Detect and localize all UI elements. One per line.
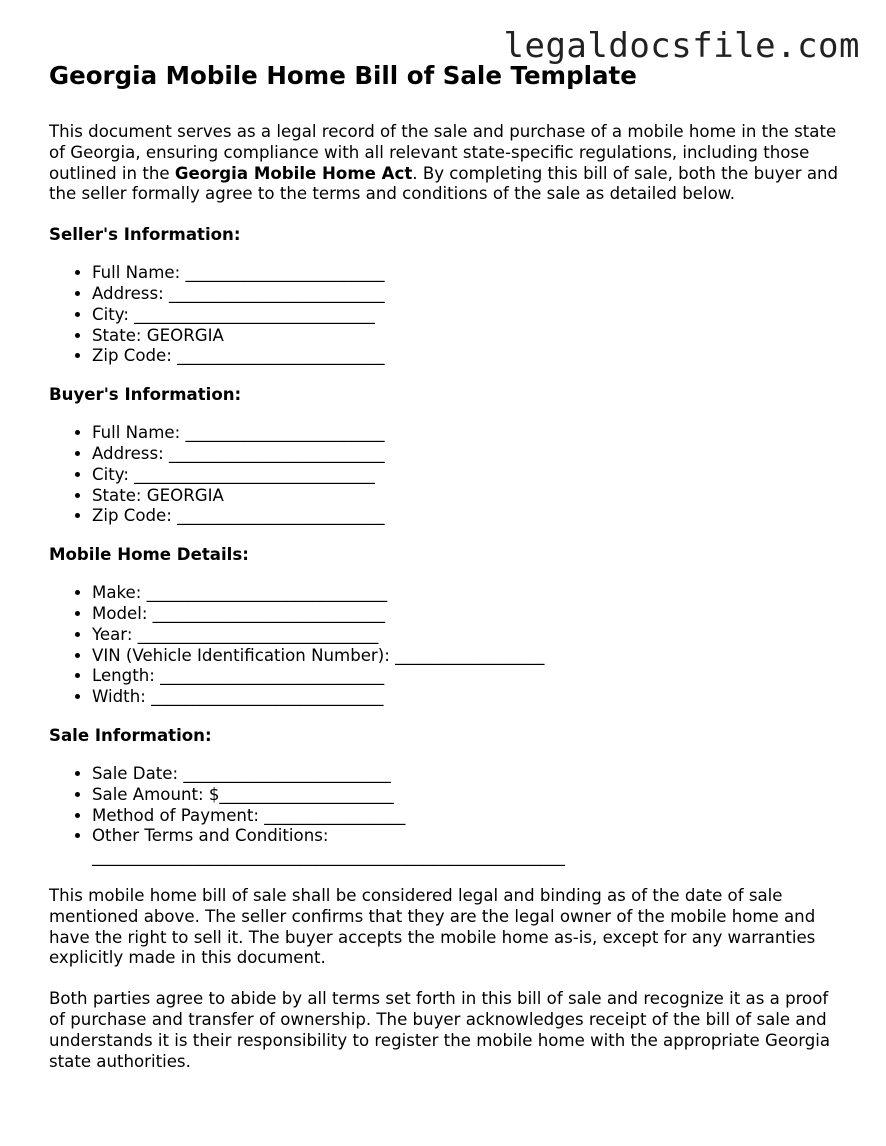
seller-zip-field: • Zip Code: _________________________ [92, 346, 849, 367]
home-make-field: • Make: _____________________________ [92, 583, 849, 604]
document-body [49, 60, 849, 1092]
buyer-heading: Buyer's Information: [49, 385, 242, 405]
seller-full-name-field: • Full Name: ________________________ [92, 263, 849, 284]
home-details-heading: Mobile Home Details: [49, 545, 249, 565]
page-title: Georgia Mobile Home Bill of Sale Template [49, 61, 637, 90]
sale-info-list [49, 764, 849, 868]
home-year-field: • Year: _____________________________ [92, 625, 849, 646]
seller-heading: Seller's Information: [49, 225, 241, 245]
buyer-list [49, 423, 849, 527]
home-length-field: • Length: ___________________________ [92, 666, 849, 687]
sale-date-field: • Sale Date: _________________________ [92, 764, 849, 785]
payment-method-field: • Method of Payment: _________________ [92, 806, 849, 827]
home-model-field: • Model: ____________________________ [92, 604, 849, 625]
seller-list [49, 263, 849, 367]
seller-city-field: • City: _____________________________ [92, 305, 849, 326]
watermark: legaldocsfile.com [503, 26, 860, 66]
closing-paragraph-1: This mobile home bill of sale shall be considered legal and binding as of the date of sale mentioned above. The seller confirms that they are the legal owner of the mobile home and have the right to sell it. The buyer accepts the mobile home as-is, except for any warranties explicitly made in this document. [49, 885, 816, 968]
home-vin-field: • VIN (Vehicle Identification Number): __________________ [92, 646, 849, 667]
seller-state-field: • State: GEORGIA [92, 326, 849, 347]
home-details-list [49, 583, 849, 708]
sale-info-heading: Sale Information: [49, 725, 212, 745]
buyer-city-field: • City: _____________________________ [92, 465, 849, 486]
buyer-address-field: • Address: __________________________ [92, 444, 849, 465]
other-terms-field: • Other Terms and Conditions: _________________________________________________________ [92, 826, 612, 868]
intro-paragraph [49, 122, 849, 205]
buyer-zip-field: • Zip Code: _________________________ [92, 506, 849, 527]
home-width-field: • Width: ____________________________ [92, 687, 849, 708]
closing-paragraph-2: Both parties agree to abide by all terms set forth in this bill of sale and recognize it as a proof of purchase and transfer of ownership. The buyer acknowledges receipt of the bill of sale and understands it is their responsibility to register the mobile home with the appropriate Georgia state authorities. [49, 989, 831, 1071]
seller-address-field: • Address: __________________________ [92, 284, 849, 305]
buyer-state-field: • State: GEORGIA [92, 486, 849, 507]
buyer-full-name-field: • Full Name: ________________________ [92, 423, 849, 444]
intro-act-name: Georgia Mobile Home Act [174, 163, 413, 183]
intro-text-end: . By completing this bill of sale, both the buyer and the seller formally agree to the terms and conditions of the sale as detailed below. [49, 163, 839, 204]
intro-text: This document serves as a legal record of the sale and purchase of a mobile home in the state of Georgia, ensuring compliance with all relevant state-specific regulations, including those outlined in the [49, 122, 837, 183]
sale-amount-field: • Sale Amount: $_____________________ [92, 785, 849, 806]
